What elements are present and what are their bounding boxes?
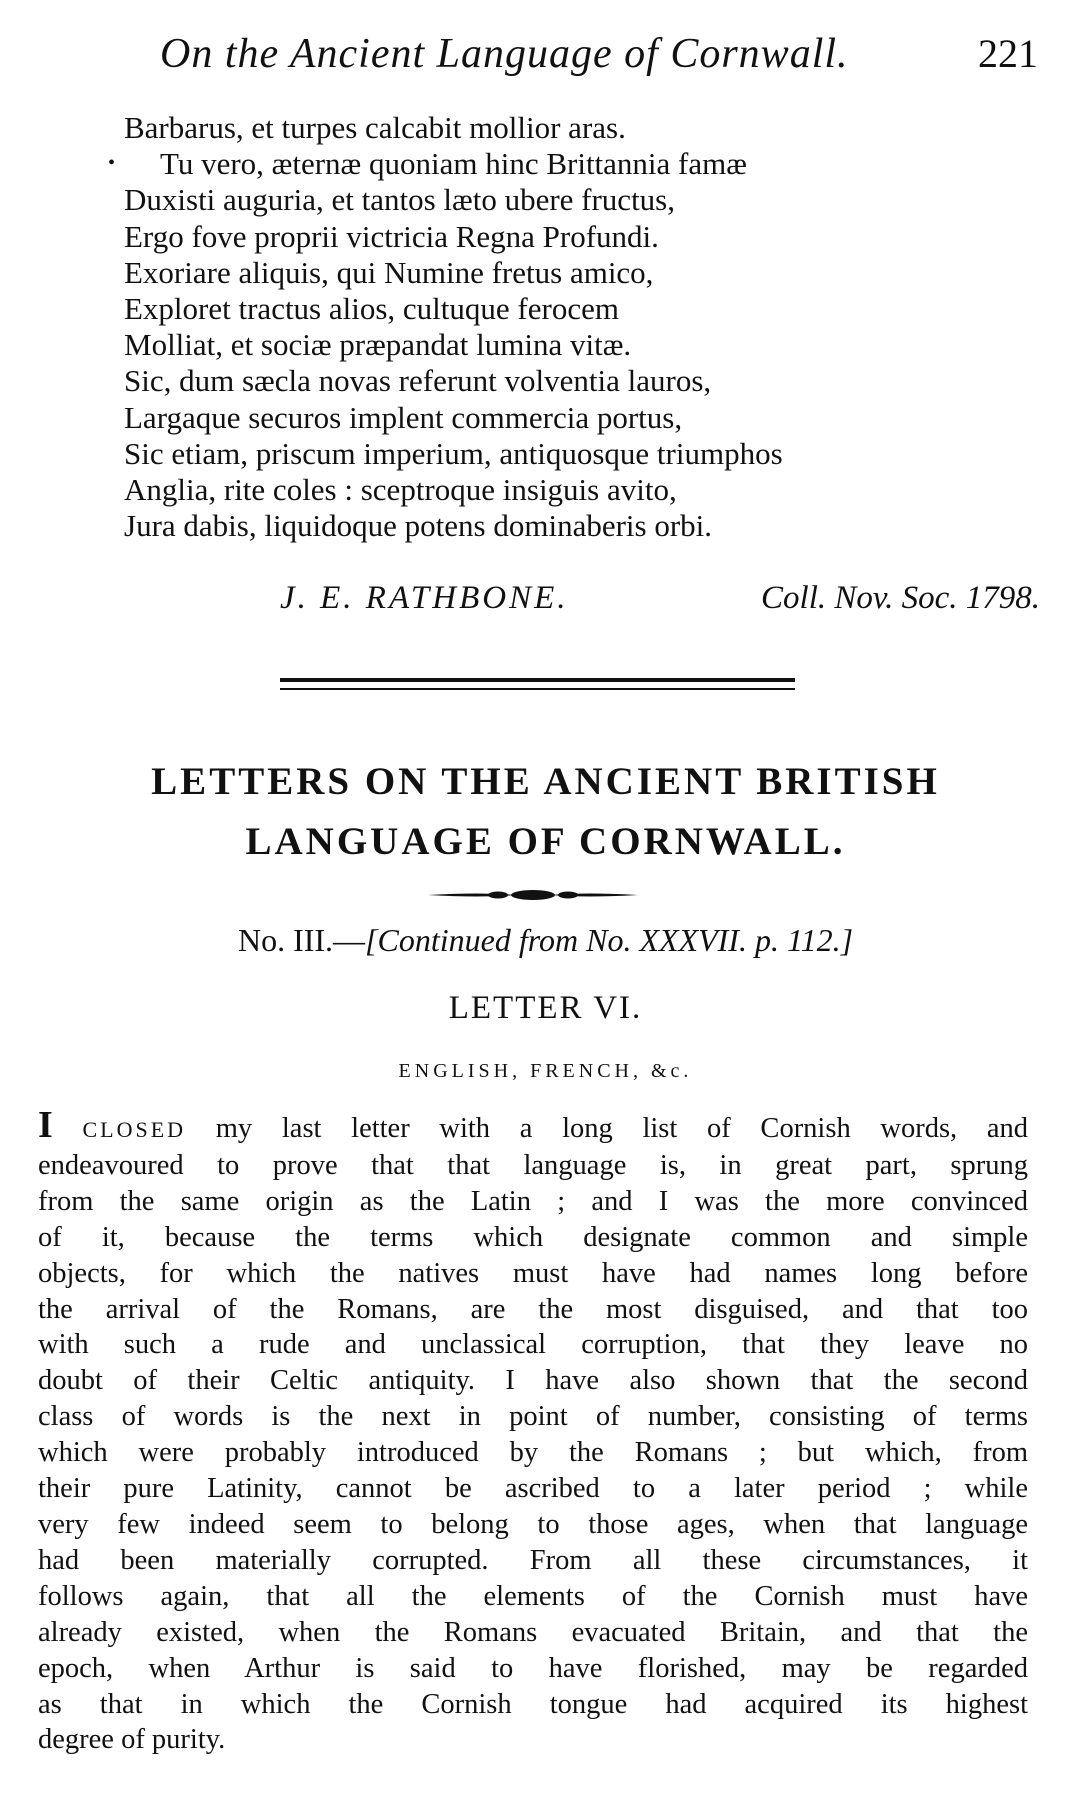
letter-series-number: No. III.— [237, 922, 366, 958]
section-divider-rule [280, 678, 795, 690]
text-line: very few indeed seem to belong to those ages, when that language [38, 1508, 1028, 1540]
poem-line: Tu vero, æternæ quoniam hinc Brittannia famæ [160, 146, 747, 182]
letter-body [38, 1104, 1029, 1758]
text-line: which were probably introduced by the Romans ; but which, from [38, 1437, 1028, 1469]
running-title: On the Ancient Language of Cornwall. [160, 31, 849, 77]
text-line: of it, because the terms which designate common and simple [38, 1221, 1028, 1253]
poem-line: Largaque securos implent commercia portus, [124, 399, 683, 435]
poem-line: Sic, dum sæcla novas referunt volventia lauros, [124, 363, 712, 399]
text-line: the arrival of the Romans, are the most disguised, and that too [38, 1293, 1028, 1325]
poem-line: Exploret tractus alios, cultuque ferocem [124, 291, 619, 327]
text-line: already existed, when the Romans evacuated Britain, and that the [38, 1616, 1028, 1648]
author-affiliation: Coll. Nov. Soc. 1798. [761, 580, 1040, 616]
poem-line: Sic etiam, priscum imperium, antiquosque triumphos [124, 435, 783, 471]
text-line: epoch, when Arthur is said to have florished, may be regarded [38, 1652, 1028, 1684]
opening-word: CLOSED [82, 1117, 187, 1142]
text-line: objects, for which the natives must have had names long before [38, 1257, 1028, 1289]
margin-bullet: • [108, 152, 116, 174]
text-line: endeavoured to prove that that language is, in great part, sprung [38, 1149, 1028, 1181]
text-line: doubt of their Celtic antiquity. I have also shown that the second [38, 1365, 1028, 1397]
poem-line: Barbarus, et turpes calcabit mollior aras. [124, 110, 626, 145]
text-line: follows again, that all the elements of the Cornish must have [38, 1580, 1028, 1612]
poem-line: Ergo fove proprii victricia Regna Profundi. [124, 218, 659, 254]
drop-cap: I [38, 1104, 53, 1146]
ornament-divider [428, 886, 638, 904]
author-name: J. E. RATHBONE. [280, 580, 569, 616]
article-heading [40, 752, 1051, 872]
poem-line: Anglia, rite coles : sceptroque insiguis avito, [124, 472, 677, 508]
poem-line: Exoriare aliquis, qui Numine fretus amico, [124, 254, 654, 290]
latin-poem [124, 110, 1024, 544]
poem-line: Duxisti auguria, et tantos læto ubere fructus, [124, 182, 675, 218]
text-line: as that in which the Cornish tongue had acquired its highest [38, 1688, 1028, 1720]
poem-line: Molliat, et sociæ præpandat lumina vitæ. [124, 327, 632, 363]
text-line: from the same origin as the Latin ; and I was the more convinced [38, 1185, 1028, 1217]
continuation-note [40, 922, 1051, 959]
heading-line-2: LANGUAGE OF CORNWALL. [245, 820, 846, 863]
heading-line-1: LETTERS ON THE ANCIENT BRITISH [151, 760, 940, 803]
page-number: 221 [978, 31, 1038, 76]
letter-title: LETTER VI. [448, 990, 643, 1026]
text-line: class of words is the next in point of number, consisting of terms [38, 1401, 1028, 1433]
continuation-reference: [Continued from No. XXXVII. p. 112.] [365, 922, 854, 958]
poem-signature [280, 580, 1040, 626]
text-line: degree of purity. [38, 1724, 226, 1756]
poem-line: Jura dabis, liquidoque potens dominaberis orbi. [124, 508, 713, 544]
text-line: I CLOSED my last letter with a long list of Cornish words, and [38, 1104, 1029, 1146]
letter-subject: ENGLISH, FRENCH, &c. [398, 1060, 693, 1082]
running-head [160, 30, 1038, 90]
text-line: their pure Latinity, cannot be ascribed to a later period ; while [38, 1473, 1028, 1505]
text-line: with such a rude and unclassical corruption, that they leave no [38, 1329, 1028, 1361]
text-line: had been materially corrupted. From all these circumstances, it [38, 1544, 1028, 1576]
